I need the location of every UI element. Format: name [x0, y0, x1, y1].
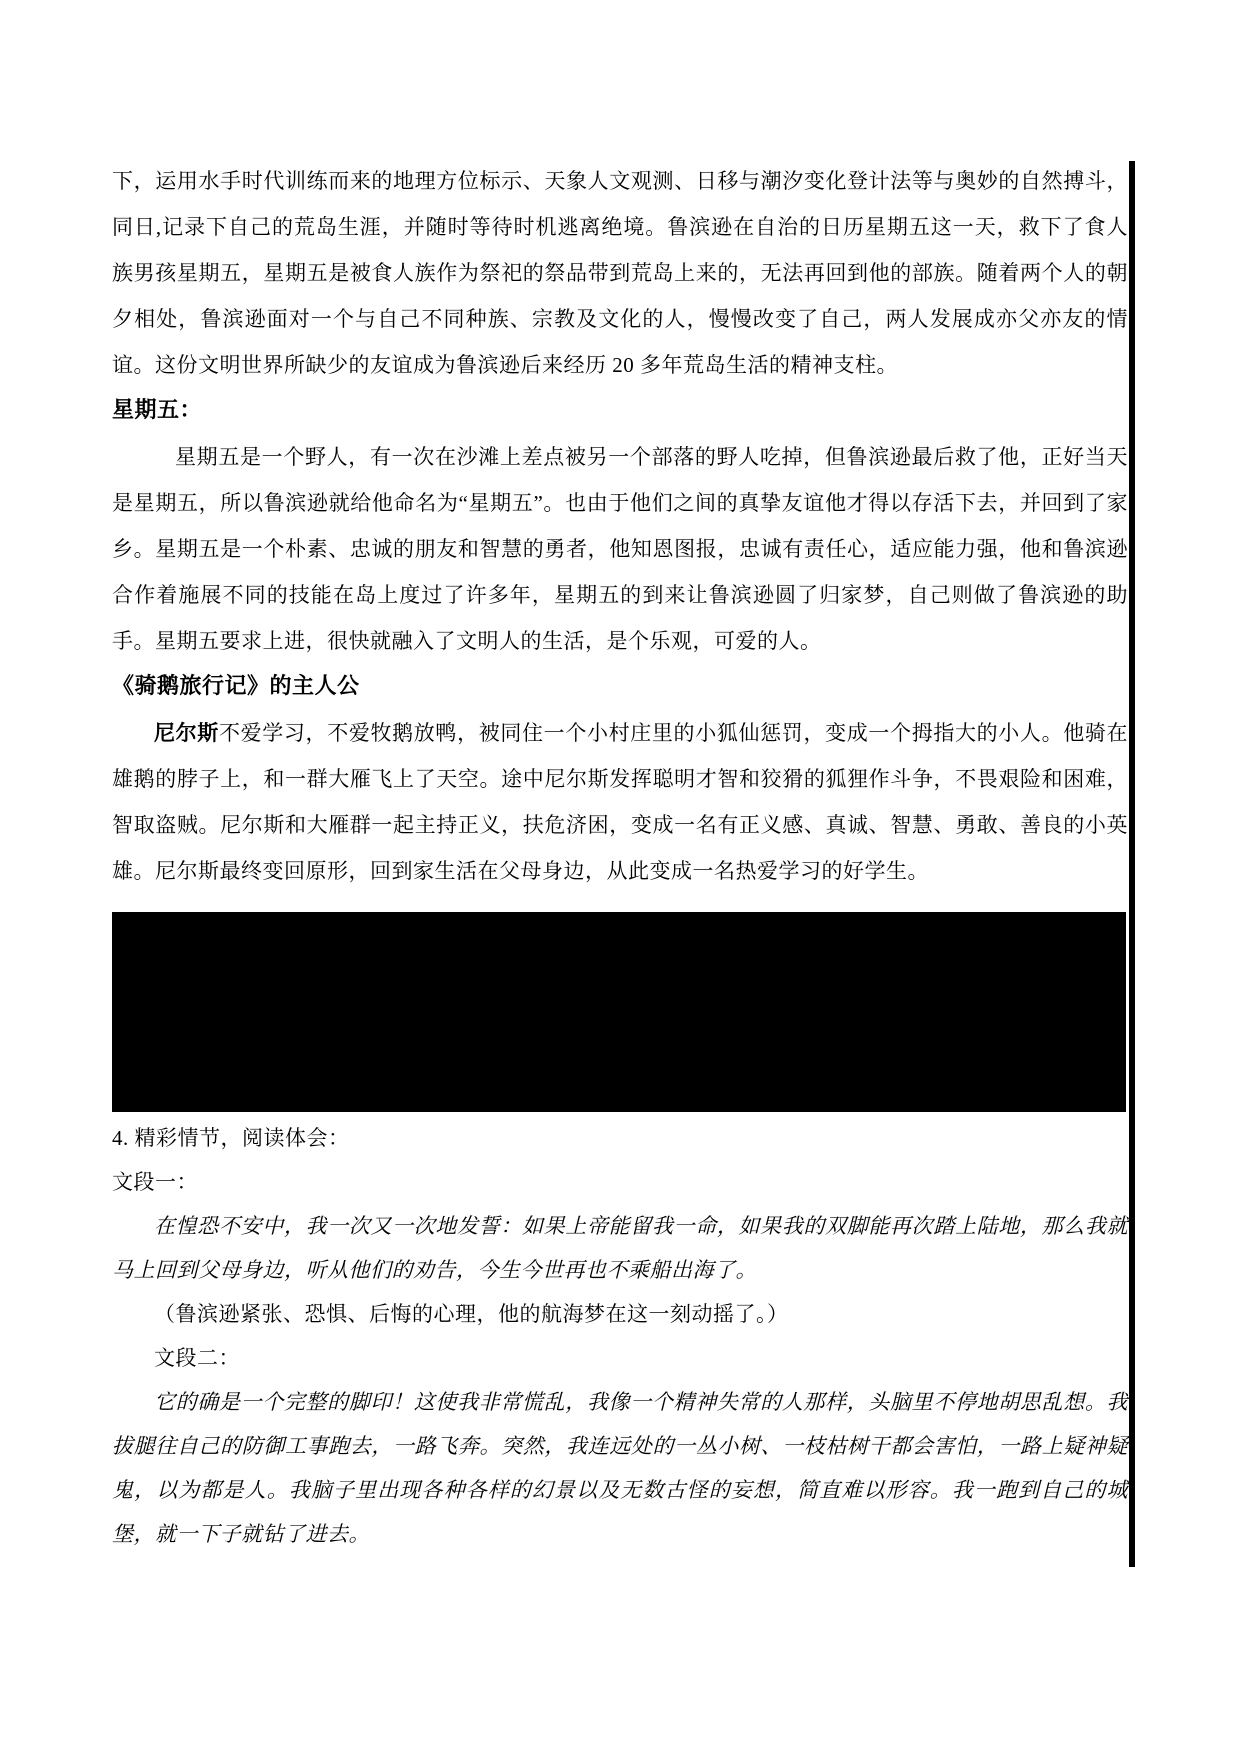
robinson-intro-paragraph: 下，运用水手时代训练而来的地理方位标示、天象人文观测、日移与潮汐变化登计法等与奥妙的自然搏斗，同日,记录下自己的荒岛生涯，并随时等待时机逃离绝境。鲁滨逊在自治的日历星期五这一天，救下了食人族男孩星期五，星期五是被食人族作为祭祀的祭品带到荒岛上来的，无法再回到他的部族。随着两个人的朝夕相处，鲁滨逊面对一个与自己不同种族、宗教及文化的人，慢慢改变了自己，两人发展成亦父亦友的情谊。这份文明世界所缺少的友谊成为鲁滨逊后来经历 20 多年荒岛生活的精神支柱。 [112, 169, 1128, 377]
passage2-label: 文段二： [154, 1346, 240, 1370]
table-right-border [1129, 161, 1135, 1567]
nils-paragraph [112, 710, 1128, 894]
document-upper-section [112, 158, 1128, 894]
nils-heading: 《骑鹅旅行记》的主人公 [112, 674, 360, 699]
passage1-label: 文段一： [112, 1170, 198, 1194]
document-lower-section [112, 1116, 1128, 1556]
friday-paragraph: 星期五是一个野人，有一次在沙滩上差点被另一个部落的野人吃掉，但鲁滨逊最后救了他，正好当天是星期五，所以鲁滨逊就给他命名为“星期五”。也由于他们之间的真挚友谊他才得以存活下去，并回到了家乡。星期五是一个朴素、忠诚的朋友和智慧的勇者，他知恩图报，忠诚有责任心，适应能力强，他和鲁滨逊合作着施展不同的技能在岛上度过了许多年，星期五的到来让鲁滨逊圆了归家梦，自己则做了鲁滨逊的助手。星期五要求上进，很快就融入了文明人的生活，是个乐观，可爱的人。 [112, 445, 1128, 653]
passage1-text: 在惶恐不安中，我一次又一次地发誓：如果上帝能留我一命，如果我的双脚能再次踏上陆地，那么我就马上回到父母身边，听从他们的劝告，今生今世再也不乘船出海了。 [112, 1214, 1128, 1282]
redacted-image-block [112, 912, 1126, 1112]
nils-name-lead: 尼尔斯 [154, 721, 219, 745]
passage1-note: （鲁滨逊紧张、恐惧、后悔的心理，他的航海梦在这一刻动摇了。） [154, 1302, 789, 1326]
section4-title: 4. 精彩情节，阅读体会： [112, 1126, 350, 1150]
friday-heading: 星期五： [112, 398, 203, 423]
passage2-text: 它的确是一个完整的脚印！这使我非常慌乱，我像一个精神失常的人那样，头脑里不停地胡思乱想。我拔腿往自己的防御工事跑去，一路飞奔。突然，我连远处的一丛小树、一枝枯树干都会害怕，一路上疑神疑鬼，以为都是人。我脑子里出现各种各样的幻景以及无数古怪的妄想，简直难以形容。我一跑到自己的城堡，就一下子就钻了进去。 [112, 1390, 1128, 1546]
nils-paragraph-body: 不爱学习，不爱牧鹅放鸭，被同住一个小村庄里的小狐仙惩罚，变成一个拇指大的小人。他骑在雄鹅的脖子上，和一群大雁飞上了天空。途中尼尔斯发挥聪明才智和狡猾的狐狸作斗争，不畏艰险和困难，智取盗贼。尼尔斯和大雁群一起主持正义，扶危济困，变成一名有正义感、真诚、智慧、勇敢、善良的小英雄。尼尔斯最终变回原形，回到家生活在父母身边，从此变成一名热爱学习的好学生。 [112, 721, 1129, 883]
